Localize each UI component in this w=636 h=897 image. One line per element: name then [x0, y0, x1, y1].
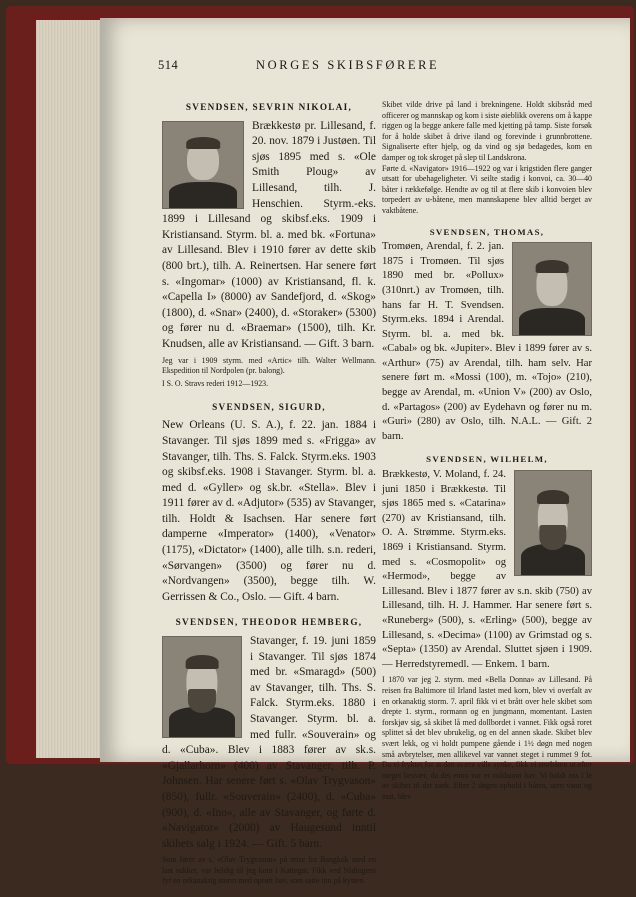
portrait-photo	[162, 636, 242, 738]
running-title: NORGES SKIBSFØRERE	[256, 58, 440, 72]
entry-body: New Orleans (U. S. A.), f. 22. jan. 1884 i Stavanger. Til sjøs 1899 med s. «Frigga» av Stavanger, tilh. Ths. S. Falck. Styrm.eks. 1903 og skibsf.eks. 1908 i Stavanger. Styrm. bl. a. med d. «Gyller» og sk.br. «Stella». Blev i 1911 fører av d. «Adjutor» (535) av Stavanger, tilh. Holdt & Isachsen. Har senere ført damperne «Imperator» (1400), «Venator» (1175), «Dictator» (1400), alle tilh. s.n. rederi, «Sørvangen» (3500) og fører nu d. «Nordvangen» (3500), begge tilh. W. Gerrissen & Co., Oslo. — Gift. 4 barn.	[162, 419, 376, 603]
book-page	[100, 18, 630, 886]
entry-svendsen-theodor	[162, 615, 376, 886]
entry-svendsen-thomas	[382, 227, 592, 445]
entry-note: I 1870 var jeg 2. styrm. med «Bella Donna» av Lillesand. På reisen fra Baltimore til Irland lastet med korn, blev vi overfalt av en orkanaktig storm. 7. april fikk vi et brått over hele skibet som drepte 1. styrm., rormann og en jungmann, momentant. Lasten forskjøv sig, så skibet lå med dollbordet i vannet. Fikk også roret splittet så det blev ubrukelig, og en del annen skade. Skibet blev svært lekk, og vi holdt pumpene gående i 1½ døgn med nogen små avbrytelser, men allikevel var vannet steget i rummet 9 fot. Da vi fryktet for at den svære ville synke, fikk vi storbåten ut efter meget besvær, da det ennu var et voldsomt hav. Vi holdt oss i le av skibet til det sank. Efter 2 døgns ophold i båten, uten vann og mat, blev	[382, 675, 592, 801]
entry-heading: SVENDSEN, SEVRIN NIKOLAI,	[185, 102, 353, 112]
entry-svendsen-sevrin	[162, 100, 376, 390]
entry-body: Brækkestø, V. Moland, f. 24. juni 1850 i Brækkestø. Til sjøs 1865 med s. «Catarina» (270) av Kristiansand, tilh. O. A. Strømme. Styrm.eks. 1869 i Kristiansand. Styrm. med s. «Cosmopolit» og «Hermod», begge av Lillesand. Blev i 1877 fører av s.n. skib (750) av Lillesand, tilh. H. J. Hammer. Har senere ført s. «Runeberg» (500), s. «Erling» (500), begge av Lillesand, s. «Decima» (1100) av Grimstad og s. «Septa» (1350) av Arendal. Sluttet sjøen i 1909. — Herredstyremedl. — Enkem. 1 barn.	[382, 469, 592, 670]
entry-body: Tromøen, Arendal, f. 2. jan. 1875 i Tromøen. Til sjøs 1890 med br. «Pollux» (310nrt.) av Tromøen, tilh. hans far H. T. Svendsen. Styrm.eks. 1894 i Arendal. Styrm. bl. a. med bk. «Cabal» og bk. «Jupiter». Blev i 1899 fører av s. «Arthur» (75) av Arendal, tilh. ham selv. Har senere ført m. «Mossi (100), m. «Tojo» (210), begge av Arendal, m. «Union V» (200) av Oslo, d. «Partagos» (200) av Eydehavn og fører nu m. «Guri» (280) av Oslo, tilh. N.A.L. — Gift. 2 barn.	[382, 241, 592, 442]
continued-note: Førte d. «Navigator» 1916—1922 og var i krigstiden flere ganger utsatt for ubehageligheter. Vi seilte stadig i konvoi, ca. 30—40 båter i rækkefølge. Hendte av og til at flere skib i konvoien blev torpedert av u-båtene, men mannskapene blev alltid berget av vaktbåtene.	[382, 163, 592, 215]
entry-heading: SVENDSEN, SIGURD,	[212, 401, 326, 412]
entry-heading: SVENDSEN, THEODOR HEMBERG,	[175, 617, 363, 628]
portrait-photo	[162, 121, 244, 209]
entry-note: Som fører av s. «Olav Trygvason» på reise fra Bangkok med en last sukker, var heldig til jeg kom i Kattegat. Fikk ved Nidingens fyr en orkanaktig storm med oprørt hav, som satte inn på kysten.	[162, 855, 376, 886]
entry-svendsen-wilhelm	[382, 454, 592, 802]
right-column	[382, 100, 592, 812]
page-header	[158, 58, 586, 74]
portrait-photo	[512, 242, 592, 336]
entry-note: Jeg var i 1909 styrm. med «Artic» tilh. Walter Wellmann. Ekspedition til Nordpolen (pr. balong).	[162, 355, 376, 375]
continued-note: Skibet vilde drive på land i brekningene. Holdt skibsråd med officerer og mannskap og kom i siste øieblikk overens om å kappe riggen og la begge ankere falle med kjetting på tamp. Siste forsøk for å holde skibet å drive iland og forevinde i grunnbrottene. Signaliserte efter hjelp, og da vind og sjø bedagedes, kom en damper og tok skroget på slep til Landskrona.	[382, 100, 592, 162]
entry-note: I S. O. Stravs rederi 1912—1923.	[162, 379, 269, 389]
entry-body: Stavanger, f. 19. juni 1859 i Stavanger. Til sjøs 1874 med br. «Smaragd» (500) av Stavanger, tilh. Ths. S. Falck. Styrm.eks. 1880 i Stavanger. Styrm. bl. a. med fullr. «Souverain» og d. «Cuba». Blev i 1883 fører av sk.s. «Gjallarhorn» (400) av Stavanger, tilh. P. Johnsen. Har senere ført s. «Olav Trygvason» (850), fullr. «Souverain» (2400), d. «Cuba» (900), d. «Ino», alle av Stavanger, og førte d. «Navigator» (2000) av Haugesund inntil skibets salg i 1924. — Gift. 5 barn.	[162, 635, 376, 850]
portrait-photo	[514, 470, 592, 576]
entry-body: Brækkestø pr. Lillesand, f. 20. nov. 1879 i Justøen. Til sjøs 1895 med s. «Ole Smith Ploug» av Lillesand, tilh. J. Henschien. Styrm.-eks. 1899 i Lillesand og skibsf.eks. 1909 i Kristiansand. Styrm. bl. a. med bk. «Fortuna» av Lillesand. Blev i 1910 fører av dette skib (800 brt.), tilh. A. Reinertsen. Har senere ført s. «Ingomar» (1000) av Kristiansand, fl. k. «Capella I» (8000) av Sandefjord, d. «Skog» (1800), d. «Snar» (2400), d. «Storaker» (5300) og fører nu d. «Braemar» (1500), tilh. Kr. Knudsen, alle av Kristiansand. — Gift. 3 barn.	[162, 119, 376, 350]
left-column	[162, 100, 376, 897]
entry-heading: SVENDSEN, THOMAS,	[429, 226, 545, 237]
page-edges	[36, 20, 106, 758]
entry-heading: SVENDSEN, WILHELM,	[426, 454, 548, 465]
entry-svendsen-sigurd	[162, 400, 376, 606]
page-number: 514	[158, 58, 179, 72]
